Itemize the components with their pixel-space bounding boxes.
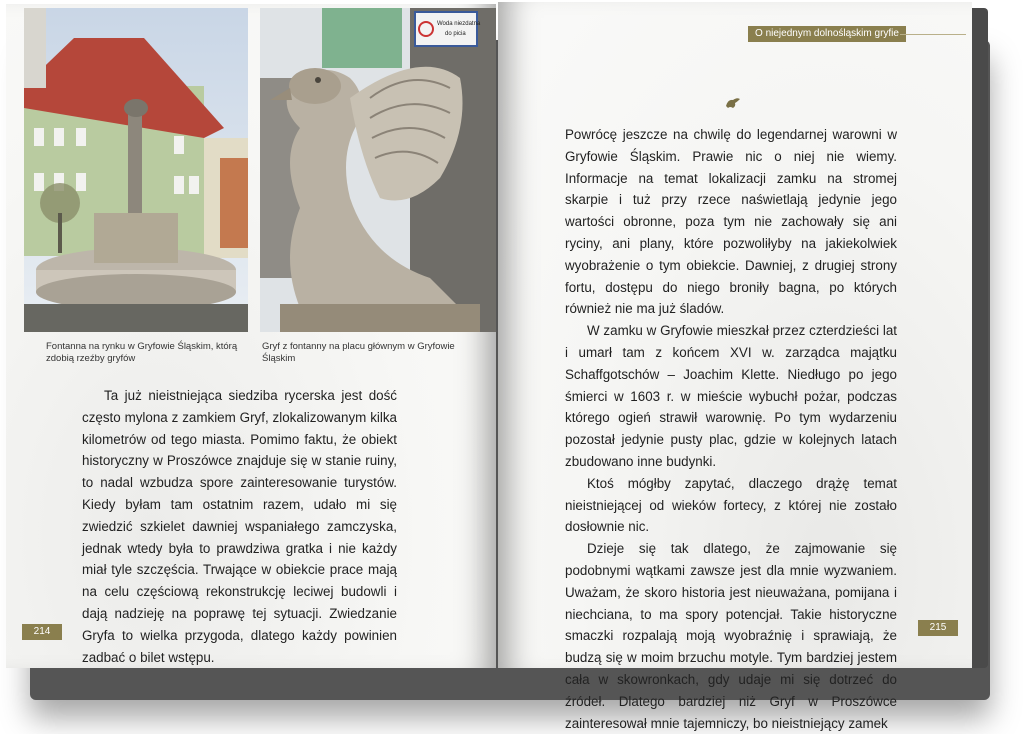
photo-caption-griffin: Gryf z fontanny na placu głównym w Gryfowie Śląskim xyxy=(262,341,455,364)
svg-text:Woda niezdatna: Woda niezdatna xyxy=(437,21,481,27)
right-body-text xyxy=(565,124,897,734)
paragraph: W zamku w Gryfowie mieszkał przez czterdzieści lat i umarł tam z końcem XVI w. zarządca majątku Schaffgotschów – Joachim Klette. Niedługo po jego śmierci w 1603 r. w mieście wybuchł pożar, podczas którego ogień strawił warownię. Po tym wydarzeniu pozostał jedynie pusty plac, gdzie w kolejnych latach zbudowano inne budynki. xyxy=(565,323,897,469)
header-rule xyxy=(900,34,966,35)
chapter-header: O niejednym dolnośląskim gryfie xyxy=(748,26,906,42)
fountain-photo xyxy=(24,8,248,332)
paragraph: Ta już nieistniejąca siedziba rycerska jest dość często mylona z zamkiem Gryf, zlokalizowanym kilka kilometrów od tego miasta. Pomimo faktu, że obiekt historyczny w Proszówce znajduje się w stanie ruiny, to nadal wzbudza spore zainteresowanie turystów. Kiedy byłam tam ostatnim razem, udało mi się zwiedzić szkielet dawniej wspaniałego zamczyska, jednak wtedy była to prawdziwa gratka i nie każdy miał tyle szczęścia. Trwające w obiekcie prace mają na celu częściową rekonstrukcję leciwej budowli i dają nadzieję na poprawę tej sytuacji. Zwiedzanie Gryfa to wielka przygoda, dlatego każdy powinien zadbać o bilet wstępu. xyxy=(82,388,397,665)
paragraph: Ktoś mógłby zapytać, dlaczego drążę temat nieistniejącej od wieków fortecy, z której nie zostało dosłownie nic. xyxy=(565,475,897,535)
svg-text:do picia: do picia xyxy=(445,31,466,37)
left-page xyxy=(6,4,496,668)
griffin-photo xyxy=(260,8,496,332)
page-number-right: 215 xyxy=(918,620,958,636)
page-number-left: 214 xyxy=(22,624,62,640)
left-body-text xyxy=(82,385,397,668)
photo-caption-fountain: Fontanna na rynku w Gryfowie Śląskim, którą zdobią rzeźby gryfów xyxy=(46,341,238,364)
paragraph: Dzieje się tak dlatego, że zajmowanie się podobnymi wątkami zawsze jest dla mnie wyzwaniem. Uważam, że skoro historia jest nieuważana, pomijana i niechciana, to ma spory potencjał. Takie historyczne smaczki rozpalają moją wyobraźnię i sprawiają, że budzą się w moim brzuchu motyle. Tym bardziej jestem cała w skowronkach, gdy udaje mi się dotrzeć do źródeł. Dlatego bardziej niż Gryf w Proszówce zainteresował mnie tajemniczy, bo nieistniejący zamek xyxy=(565,541,897,731)
paragraph: Powrócę jeszcze na chwilę do legendarnej warowni w Gryfowie Śląskim. Prawie nic o niej nie wiemy. Informacje na temat lokalizacji zamku na stromej skarpie i tuż przy rzece naświetlają jedynie jego wartości obronne, poza tym nie zachowały się ani ryciny, ani plany, które pozwoliłyby na jakiekolwiek wyobrażenie o tym obiekcie. Dawniej, z drugiej strony fortu, dostępu do niego broniły bagna, po których również nie ma już śladów. xyxy=(565,127,897,317)
griffin-ornament-icon xyxy=(724,96,742,110)
